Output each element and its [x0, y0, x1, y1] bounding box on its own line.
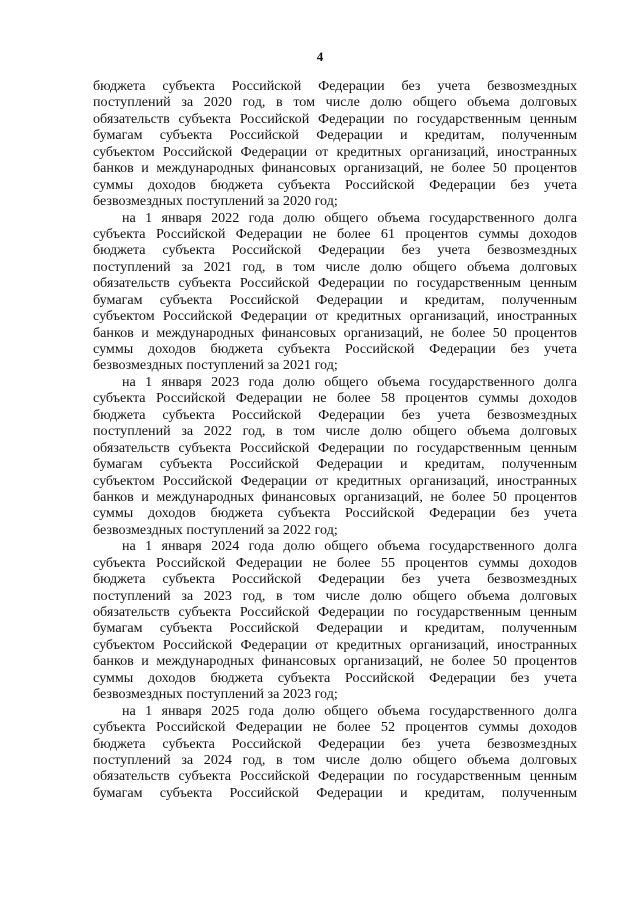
text-line: банков и международных финансовых организаций, не более 50 процентов	[93, 324, 577, 341]
text-line: бюджета субъекта Российской Федерации без учета безвозмездных	[93, 571, 577, 588]
text-line: бумагам субъекта Российской Федерации и кредитам, полученным	[93, 620, 577, 637]
text-line: субъекта Российской Федерации не более 58 процентов суммы доходов	[93, 390, 577, 407]
text-line: суммы доходов бюджета субъекта Российской Федерации без учета	[93, 341, 577, 357]
text-line: обязательств субъекта Российской Федерации по государственным ценным	[93, 768, 577, 785]
text-line: поступлений за 2021 год, в том числе долю общего объема долговых	[93, 258, 577, 275]
text-line: бюджета субъекта Российской Федерации без учета безвозмездных	[93, 406, 577, 423]
text-line: поступлений за 2020 год, в том числе долю общего объема долговых	[93, 94, 577, 111]
text-line: бумагам субъекта Российской Федерации и кредитам, полученным	[93, 291, 577, 308]
text-line: субъектом Российской Федерации от кредитных организаций, иностранных	[93, 143, 577, 160]
text-line: на 1 января 2025 года долю общего объема государственного долга	[122, 702, 577, 719]
text-line: бумагам субъекта Российской Федерации и кредитам, полученным	[93, 784, 577, 801]
text-line: субъекта Российской Федерации не более 52 процентов суммы доходов	[93, 719, 577, 736]
text-line: обязательств субъекта Российской Федерации по государственным ценным	[93, 604, 577, 620]
text-line: бумагам субъекта Российской Федерации и кредитам, полученным	[93, 456, 577, 473]
text-line: поступлений за 2024 год, в том числе долю общего объема долговых	[93, 751, 577, 768]
text-line: поступлений за 2022 год, в том числе долю общего объема долговых	[93, 423, 577, 440]
text-line: банков и международных финансовых организаций, не более 50 процентов	[93, 488, 577, 505]
text-line: на 1 января 2023 года долю общего объема государственного долга	[122, 373, 577, 390]
text-line: банков и международных финансовых организаций, не более 50 процентов	[93, 160, 577, 177]
text-line: бумагам субъекта Российской Федерации и кредитам, полученным	[93, 127, 577, 144]
text-line: банков и международных финансовых организаций, не более 50 процентов	[93, 653, 577, 670]
text-line: субъекта Российской Федерации не более 61 процентов суммы доходов	[93, 225, 577, 242]
text-line: бюджета субъекта Российской Федерации без учета безвозмездных	[93, 735, 577, 752]
document-body	[93, 78, 577, 801]
text-line: безвозмездных поступлений за 2022 год;	[93, 521, 338, 538]
text-line: суммы доходов бюджета субъекта Российской Федерации без учета	[93, 176, 577, 193]
text-line: субъектом Российской Федерации от кредитных организаций, иностранных	[93, 472, 577, 489]
paragraph	[93, 210, 577, 374]
text-line: субъектом Российской Федерации от кредитных организаций, иностранных	[93, 636, 577, 653]
text-line: на 1 января 2022 года долю общего объема государственного долга	[122, 209, 577, 226]
paragraph	[93, 78, 577, 210]
text-line: субъектом Российской Федерации от кредитных организаций, иностранных	[93, 308, 577, 325]
paragraph	[93, 538, 577, 702]
text-line: на 1 января 2024 года долю общего объема государственного долга	[122, 538, 577, 555]
text-line: безвозмездных поступлений за 2020 год;	[93, 193, 338, 210]
text-line: безвозмездных поступлений за 2023 год;	[93, 686, 338, 703]
text-line: суммы доходов бюджета субъекта Российской Федерации без учета	[93, 669, 577, 686]
paragraph	[93, 703, 577, 802]
text-line: бюджета субъекта Российской Федерации без учета безвозмездных	[93, 242, 577, 259]
page-number: 4	[316, 49, 324, 64]
text-line: суммы доходов бюджета субъекта Российской Федерации без учета	[93, 505, 577, 522]
text-line: обязательств субъекта Российской Федерации по государственным ценным	[93, 275, 577, 292]
text-line: обязательств субъекта Российской Федерации по государственным ценным	[93, 439, 577, 456]
text-line: обязательств субъекта Российской Федерации по государственным ценным	[93, 110, 577, 127]
text-line: бюджета субъекта Российской Федерации без учета безвозмездных	[93, 78, 577, 94]
paragraph	[93, 374, 577, 538]
text-line: субъекта Российской Федерации не более 55 процентов суммы доходов	[93, 554, 577, 571]
text-line: поступлений за 2023 год, в том числе долю общего объема долговых	[93, 587, 577, 604]
text-line: безвозмездных поступлений за 2021 год;	[93, 357, 338, 374]
